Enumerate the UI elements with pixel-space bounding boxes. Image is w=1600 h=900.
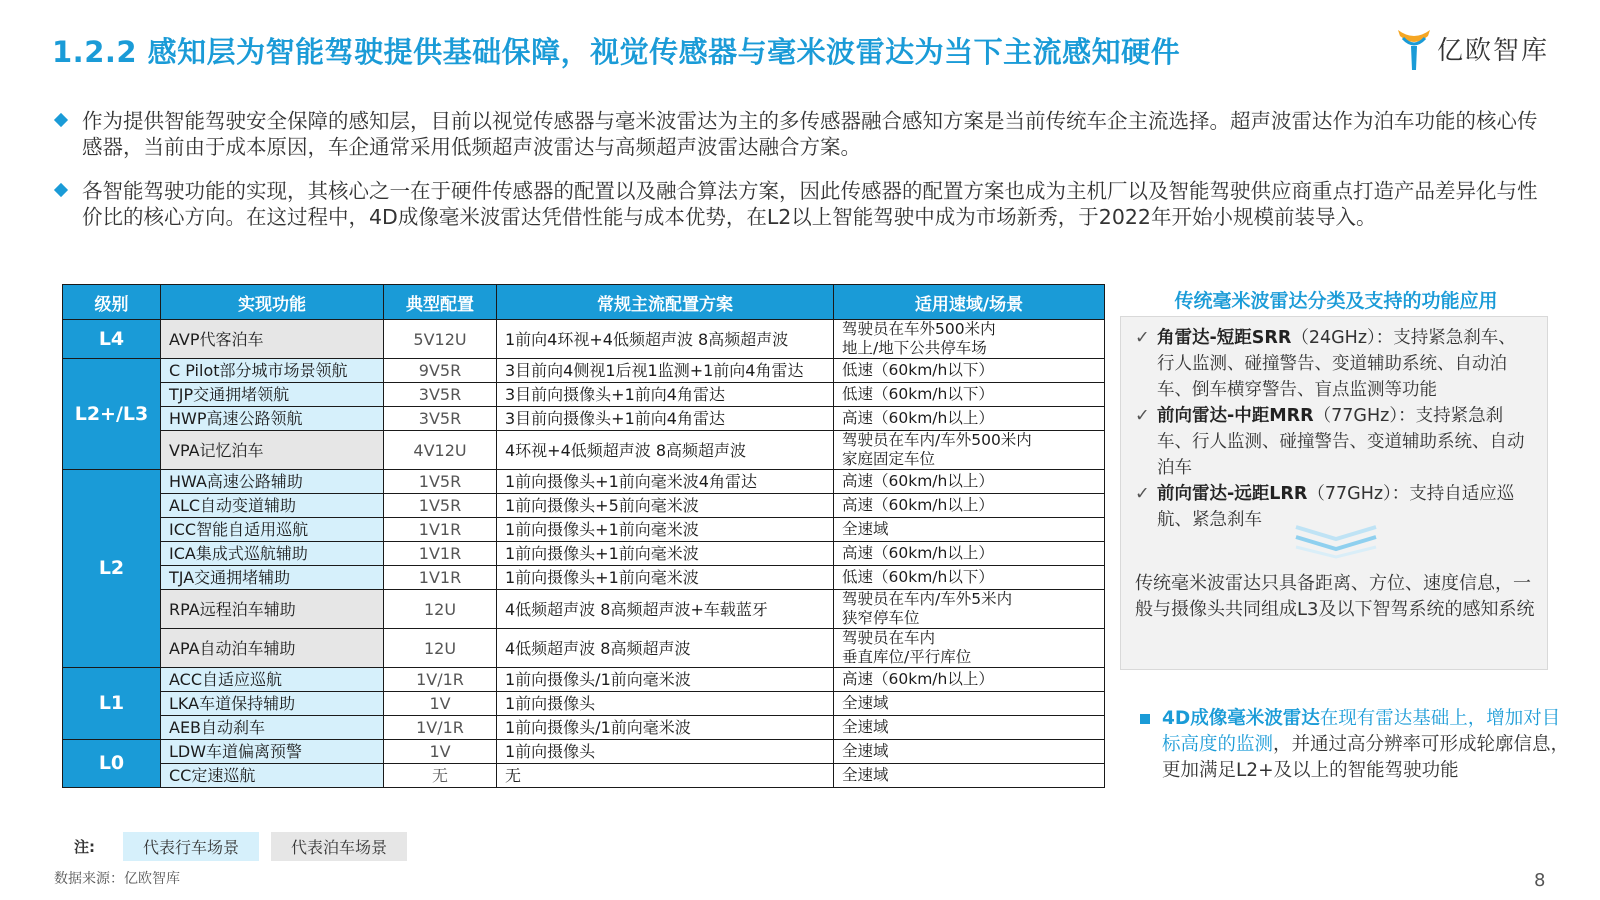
table-row bbox=[63, 566, 1105, 590]
bullet-text: 各智能驾驶功能的实现，其核心之一在于硬件传感器的配置以及融合算法方案，因此传感器的配置方案也成为主机厂以及智能驾驶供应商重点打造产品差异化与性价比的核心方向。在这过程中，4D成像毫米波雷达凭借性能与成本优势，在L2以上智能驾驶中成为市场新秀，于2022年开始小规模前装导入。 bbox=[82, 179, 1538, 229]
scene-cell: 低速（60km/h以下） bbox=[834, 383, 1105, 407]
scene-cell: 低速（60km/h以下） bbox=[834, 566, 1105, 590]
column-header: 典型配置 bbox=[384, 285, 497, 320]
column-header: 常规主流配置方案 bbox=[497, 285, 834, 320]
function-cell: C Pilot部分城市场景领航 bbox=[161, 359, 384, 383]
radar-desc: （24GHz）：支持紧急刹车、行人监测、碰撞警告、变道辅助系统、自动泊车、倒车横穿警告、盲点监测等功能 bbox=[1157, 328, 1516, 400]
chevron-down-icon bbox=[1286, 523, 1386, 559]
scheme-cell: 3目前向摄像头+1前向4角雷达 bbox=[497, 407, 834, 431]
table-row bbox=[63, 431, 1105, 470]
config-cell: 3V5R bbox=[384, 383, 497, 407]
radar-panel bbox=[1120, 316, 1548, 670]
4d-radar-note bbox=[1140, 706, 1572, 784]
page-title: 1.2.2 感知层为智能驾驶提供基础保障，视觉传感器与毫米波雷达为当下主流感知硬件 bbox=[52, 35, 1181, 69]
scheme-cell: 1前向摄像头+1前向毫米波 bbox=[497, 542, 834, 566]
logo bbox=[1395, 22, 1549, 74]
scene-cell: 全速域 bbox=[834, 740, 1105, 764]
config-cell: 4V12U bbox=[384, 431, 497, 470]
data-source: 数据来源：亿欧智库 bbox=[54, 871, 180, 887]
table-row bbox=[63, 407, 1105, 431]
intro-bullets bbox=[56, 108, 1556, 248]
config-cell: 1V bbox=[384, 740, 497, 764]
function-cell: RPA远程泊车辅助 bbox=[161, 590, 384, 629]
function-cell: LDW车道偏离预警 bbox=[161, 740, 384, 764]
table-row bbox=[63, 764, 1105, 788]
scheme-cell: 无 bbox=[497, 764, 834, 788]
function-cell: ICC智能自适用巡航 bbox=[161, 518, 384, 542]
table-row bbox=[63, 629, 1105, 668]
config-cell: 1V5R bbox=[384, 470, 497, 494]
radar-desc: （77GHz）：支持自适应巡航、紧急刹车 bbox=[1157, 484, 1515, 530]
scheme-cell: 1前向摄像头/1前向毫米波 bbox=[497, 668, 834, 692]
config-cell: 9V5R bbox=[384, 359, 497, 383]
intro-bullet bbox=[56, 178, 1556, 230]
scheme-cell: 4低频超声波 8高频超声波 bbox=[497, 629, 834, 668]
table-row bbox=[63, 359, 1105, 383]
bullet-text: 作为提供智能驾驶安全保障的感知层，目前以视觉传感器与毫米波雷达为主的多传感器融合感知方案是当前传统车企主流选择。超声波雷达作为泊车功能的核心传感器，当前由于成本原因，车企通常采用低频超声波雷达与高频超声波雷达融合方案。 bbox=[82, 109, 1538, 159]
column-header: 级别 bbox=[63, 285, 161, 320]
config-cell: 1V5R bbox=[384, 494, 497, 518]
function-cell: HWP高速公路领航 bbox=[161, 407, 384, 431]
legend-drive: 代表行车场景 bbox=[123, 832, 259, 861]
radar-summary: 传统毫米波雷达只具备距离、方位、速度信息，一般与摄像头共同组成L3及以下智驾系统的感知系统 bbox=[1135, 573, 1535, 620]
4d-radar-highlight: 4D成像毫米波雷达 bbox=[1162, 708, 1320, 729]
scene-cell: 高速（60km/h以上） bbox=[834, 407, 1105, 431]
4d-radar-text-b: ，并通过高分辨率可形成轮廓信息，更加满足L2+及以上的智能驾驶功能 bbox=[1162, 734, 1570, 781]
function-cell: ACC自适应巡航 bbox=[161, 668, 384, 692]
function-cell: HWA高速公路辅助 bbox=[161, 470, 384, 494]
level-cell: L2 bbox=[63, 470, 161, 668]
radar-desc: （77GHz）：支持紧急刹车、行人监测、碰撞警告、变道辅助系统、自动泊车 bbox=[1157, 406, 1525, 478]
table-body bbox=[63, 320, 1105, 788]
config-cell: 1V1R bbox=[384, 542, 497, 566]
scene-cell: 高速（60km/h以上） bbox=[834, 542, 1105, 566]
table-row bbox=[63, 470, 1105, 494]
table-row bbox=[63, 716, 1105, 740]
scene-cell: 高速（60km/h以上） bbox=[834, 668, 1105, 692]
scene-cell: 驾驶员在车内/车外5米内 狭窄停车位 bbox=[834, 590, 1105, 629]
function-cell: TJP交通拥堵领航 bbox=[161, 383, 384, 407]
table-row bbox=[63, 668, 1105, 692]
scene-cell: 全速域 bbox=[834, 764, 1105, 788]
table-row bbox=[63, 383, 1105, 407]
level-cell: L2+/L3 bbox=[63, 359, 161, 470]
table-row bbox=[63, 320, 1105, 359]
function-cell: CC定速巡航 bbox=[161, 764, 384, 788]
table-row bbox=[63, 692, 1105, 716]
config-cell: 3V5R bbox=[384, 407, 497, 431]
function-cell: ALC自动变道辅助 bbox=[161, 494, 384, 518]
level-cell: L4 bbox=[63, 320, 161, 359]
diamond-bullet-icon bbox=[54, 183, 68, 197]
function-cell: ICA集成式巡航辅助 bbox=[161, 542, 384, 566]
check-icon: ✓ bbox=[1135, 406, 1150, 426]
radar-name: 前向雷达-远距LRR bbox=[1157, 484, 1308, 504]
scheme-cell: 1前向摄像头/1前向毫米波 bbox=[497, 716, 834, 740]
table-header-row bbox=[63, 285, 1105, 320]
config-cell: 1V/1R bbox=[384, 716, 497, 740]
scheme-cell: 1前向摄像头+5前向毫米波 bbox=[497, 494, 834, 518]
diamond-bullet-icon bbox=[54, 113, 68, 127]
scheme-cell: 1前向摄像头 bbox=[497, 692, 834, 716]
table-row bbox=[63, 590, 1105, 629]
radar-item bbox=[1135, 325, 1533, 403]
function-cell: TJA交通拥堵辅助 bbox=[161, 566, 384, 590]
radar-panel-title: 传统毫米波雷达分类及支持的功能应用 bbox=[1174, 290, 1498, 312]
scheme-cell: 1前向摄像头+1前向毫米波 bbox=[497, 566, 834, 590]
intro-bullet bbox=[56, 108, 1556, 160]
4d-radar-text-a: 在现有雷达基础上，增加对目标高度的监测 bbox=[1162, 708, 1561, 755]
scene-cell: 全速域 bbox=[834, 692, 1105, 716]
config-cell: 12U bbox=[384, 590, 497, 629]
config-cell: 1V/1R bbox=[384, 668, 497, 692]
logo-text: 亿欧智库 bbox=[1437, 35, 1550, 66]
scene-cell: 驾驶员在车内/车外500米内 家庭固定车位 bbox=[834, 431, 1105, 470]
scheme-cell: 1前向摄像头 bbox=[497, 740, 834, 764]
function-cell: AEB自动刹车 bbox=[161, 716, 384, 740]
scene-cell: 全速域 bbox=[834, 518, 1105, 542]
radar-name: 前向雷达-中距MRR bbox=[1157, 406, 1314, 426]
table-row bbox=[63, 542, 1105, 566]
scheme-cell: 4低频超声波 8高频超声波+车载蓝牙 bbox=[497, 590, 834, 629]
yiou-logo-icon bbox=[1395, 24, 1433, 72]
square-bullet-icon bbox=[1140, 714, 1150, 724]
check-icon: ✓ bbox=[1135, 484, 1150, 504]
function-cell: APA自动泊车辅助 bbox=[161, 629, 384, 668]
scene-cell: 高速（60km/h以上） bbox=[834, 470, 1105, 494]
radar-item bbox=[1135, 403, 1533, 481]
scene-cell: 驾驶员在车外500米内 地上/地下公共停车场 bbox=[834, 320, 1105, 359]
table-row bbox=[63, 740, 1105, 764]
function-cell: VPA记忆泊车 bbox=[161, 431, 384, 470]
check-icon: ✓ bbox=[1135, 328, 1150, 348]
config-cell: 1V bbox=[384, 692, 497, 716]
scene-cell: 高速（60km/h以上） bbox=[834, 494, 1105, 518]
legend-park: 代表泊车场景 bbox=[271, 832, 407, 861]
scheme-cell: 4环视+4低频超声波 8高频超声波 bbox=[497, 431, 834, 470]
function-cell: LKA车道保持辅助 bbox=[161, 692, 384, 716]
config-cell: 1V1R bbox=[384, 566, 497, 590]
scene-cell: 低速（60km/h以下） bbox=[834, 359, 1105, 383]
column-header: 实现功能 bbox=[161, 285, 384, 320]
scheme-cell: 1前向4环视+4低频超声波 8高频超声波 bbox=[497, 320, 834, 359]
radar-name: 角雷达-短距SRR bbox=[1157, 328, 1292, 348]
column-header: 适用速域/场景 bbox=[834, 285, 1105, 320]
legend-note: 注: bbox=[74, 838, 95, 856]
scheme-cell: 1前向摄像头+1前向毫米波4角雷达 bbox=[497, 470, 834, 494]
level-cell: L0 bbox=[63, 740, 161, 788]
page-number: 8 bbox=[1534, 870, 1546, 891]
scheme-cell: 3目前向摄像头+1前向4角雷达 bbox=[497, 383, 834, 407]
legend bbox=[74, 832, 419, 861]
scheme-cell: 1前向摄像头+1前向毫米波 bbox=[497, 518, 834, 542]
function-cell: AVP代客泊车 bbox=[161, 320, 384, 359]
scene-cell: 全速域 bbox=[834, 716, 1105, 740]
table-row bbox=[63, 494, 1105, 518]
config-cell: 无 bbox=[384, 764, 497, 788]
config-cell: 5V12U bbox=[384, 320, 497, 359]
sensor-config-table bbox=[62, 284, 1105, 788]
scene-cell: 驾驶员在车内 垂直库位/平行库位 bbox=[834, 629, 1105, 668]
config-cell: 1V1R bbox=[384, 518, 497, 542]
table-row bbox=[63, 518, 1105, 542]
config-cell: 12U bbox=[384, 629, 497, 668]
scheme-cell: 3目前向4侧视1后视1监测+1前向4角雷达 bbox=[497, 359, 834, 383]
level-cell: L1 bbox=[63, 668, 161, 740]
